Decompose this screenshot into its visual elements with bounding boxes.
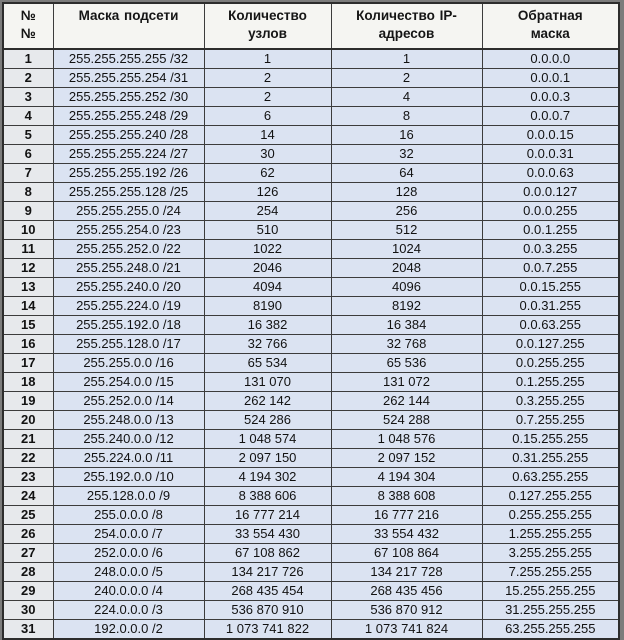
cell-subnet-mask: 255.128.0.0 /9 (53, 487, 204, 506)
cell-wildcard-mask: 0.3.255.255 (482, 392, 619, 411)
cell-host-count: 16 382 (204, 316, 331, 335)
cell-wildcard-mask: 0.1.255.255 (482, 373, 619, 392)
cell-row-number: 28 (3, 563, 53, 582)
cell-wildcard-mask: 0.0.63.255 (482, 316, 619, 335)
cell-row-number: 9 (3, 202, 53, 221)
cell-host-count: 1022 (204, 240, 331, 259)
cell-wildcard-mask: 1.255.255.255 (482, 525, 619, 544)
cell-wildcard-mask: 0.0.0.31 (482, 145, 619, 164)
cell-host-count: 510 (204, 221, 331, 240)
cell-ip-count: 16 (331, 126, 482, 145)
table-row (3, 335, 619, 354)
cell-ip-count: 8 388 608 (331, 487, 482, 506)
cell-host-count: 1 073 741 822 (204, 620, 331, 640)
cell-subnet-mask: 255.255.224.0 /19 (53, 297, 204, 316)
cell-subnet-mask: 248.0.0.0 /5 (53, 563, 204, 582)
cell-host-count: 30 (204, 145, 331, 164)
cell-subnet-mask: 255.255.248.0 /21 (53, 259, 204, 278)
cell-ip-count: 512 (331, 221, 482, 240)
cell-host-count: 1 (204, 49, 331, 69)
cell-row-number: 17 (3, 354, 53, 373)
header-cell-host-count: Количество узлов (204, 3, 331, 49)
cell-ip-count: 262 144 (331, 392, 482, 411)
cell-row-number: 1 (3, 49, 53, 69)
cell-subnet-mask: 255.255.255.128 /25 (53, 183, 204, 202)
cell-ip-count: 16 777 216 (331, 506, 482, 525)
cell-ip-count: 33 554 432 (331, 525, 482, 544)
cell-ip-count: 524 288 (331, 411, 482, 430)
header-cell-wildcard-mask: Обратная маска (482, 3, 619, 49)
cell-host-count: 131 070 (204, 373, 331, 392)
cell-wildcard-mask: 63.255.255.255 (482, 620, 619, 640)
cell-wildcard-mask: 0.0.1.255 (482, 221, 619, 240)
cell-wildcard-mask: 0.0.7.255 (482, 259, 619, 278)
cell-wildcard-mask: 0.15.255.255 (482, 430, 619, 449)
table-row (3, 240, 619, 259)
cell-wildcard-mask: 15.255.255.255 (482, 582, 619, 601)
table-row (3, 259, 619, 278)
cell-wildcard-mask: 0.0.0.15 (482, 126, 619, 145)
cell-row-number: 10 (3, 221, 53, 240)
cell-wildcard-mask: 0.7.255.255 (482, 411, 619, 430)
cell-row-number: 30 (3, 601, 53, 620)
cell-host-count: 2 (204, 69, 331, 88)
cell-wildcard-mask: 3.255.255.255 (482, 544, 619, 563)
cell-ip-count: 8192 (331, 297, 482, 316)
table-row (3, 373, 619, 392)
cell-ip-count: 1 048 576 (331, 430, 482, 449)
header-row (3, 3, 619, 49)
cell-ip-count: 536 870 912 (331, 601, 482, 620)
table-row (3, 392, 619, 411)
cell-row-number: 8 (3, 183, 53, 202)
cell-subnet-mask: 255.255.255.192 /26 (53, 164, 204, 183)
cell-subnet-mask: 255.255.255.252 /30 (53, 88, 204, 107)
cell-host-count: 2 (204, 88, 331, 107)
cell-row-number: 7 (3, 164, 53, 183)
table-row (3, 278, 619, 297)
cell-ip-count: 65 536 (331, 354, 482, 373)
cell-ip-count: 4 (331, 88, 482, 107)
cell-row-number: 29 (3, 582, 53, 601)
table-row (3, 316, 619, 335)
cell-row-number: 13 (3, 278, 53, 297)
cell-row-number: 16 (3, 335, 53, 354)
table-row (3, 411, 619, 430)
table-row (3, 487, 619, 506)
cell-host-count: 16 777 214 (204, 506, 331, 525)
table-row (3, 297, 619, 316)
cell-host-count: 32 766 (204, 335, 331, 354)
cell-ip-count: 32 768 (331, 335, 482, 354)
table-row (3, 506, 619, 525)
cell-subnet-mask: 255.255.254.0 /23 (53, 221, 204, 240)
cell-wildcard-mask: 0.0.0.1 (482, 69, 619, 88)
cell-ip-count: 16 384 (331, 316, 482, 335)
table-row (3, 183, 619, 202)
cell-subnet-mask: 255.254.0.0 /15 (53, 373, 204, 392)
table-row (3, 544, 619, 563)
cell-wildcard-mask: 7.255.255.255 (482, 563, 619, 582)
cell-host-count: 6 (204, 107, 331, 126)
cell-wildcard-mask: 0.127.255.255 (482, 487, 619, 506)
cell-subnet-mask: 255.255.255.248 /29 (53, 107, 204, 126)
cell-subnet-mask: 255.255.255.224 /27 (53, 145, 204, 164)
cell-subnet-mask: 254.0.0.0 /7 (53, 525, 204, 544)
subnet-mask-table (2, 2, 620, 640)
table-row (3, 468, 619, 487)
cell-subnet-mask: 255.255.192.0 /18 (53, 316, 204, 335)
cell-row-number: 21 (3, 430, 53, 449)
cell-ip-count: 1 (331, 49, 482, 69)
cell-subnet-mask: 255.224.0.0 /11 (53, 449, 204, 468)
cell-subnet-mask: 224.0.0.0 /3 (53, 601, 204, 620)
table-row (3, 354, 619, 373)
cell-subnet-mask: 255.255.0.0 /16 (53, 354, 204, 373)
cell-wildcard-mask: 0.0.3.255 (482, 240, 619, 259)
cell-host-count: 4094 (204, 278, 331, 297)
cell-row-number: 15 (3, 316, 53, 335)
cell-host-count: 14 (204, 126, 331, 145)
cell-wildcard-mask: 0.31.255.255 (482, 449, 619, 468)
cell-ip-count: 1024 (331, 240, 482, 259)
cell-wildcard-mask: 0.255.255.255 (482, 506, 619, 525)
cell-host-count: 62 (204, 164, 331, 183)
cell-subnet-mask: 255.255.252.0 /22 (53, 240, 204, 259)
cell-host-count: 2 097 150 (204, 449, 331, 468)
cell-subnet-mask: 255.255.255.255 /32 (53, 49, 204, 69)
cell-host-count: 1 048 574 (204, 430, 331, 449)
cell-ip-count: 64 (331, 164, 482, 183)
cell-row-number: 20 (3, 411, 53, 430)
cell-row-number: 2 (3, 69, 53, 88)
table-row (3, 49, 619, 69)
cell-row-number: 3 (3, 88, 53, 107)
cell-wildcard-mask: 0.63.255.255 (482, 468, 619, 487)
cell-subnet-mask: 255.248.0.0 /13 (53, 411, 204, 430)
cell-ip-count: 131 072 (331, 373, 482, 392)
cell-wildcard-mask: 0.0.0.63 (482, 164, 619, 183)
cell-row-number: 24 (3, 487, 53, 506)
cell-wildcard-mask: 0.0.31.255 (482, 297, 619, 316)
cell-row-number: 5 (3, 126, 53, 145)
cell-subnet-mask: 252.0.0.0 /6 (53, 544, 204, 563)
cell-row-number: 12 (3, 259, 53, 278)
cell-host-count: 33 554 430 (204, 525, 331, 544)
table-header (3, 3, 619, 49)
cell-ip-count: 4 194 304 (331, 468, 482, 487)
table-row (3, 164, 619, 183)
cell-host-count: 268 435 454 (204, 582, 331, 601)
table-row (3, 449, 619, 468)
cell-row-number: 25 (3, 506, 53, 525)
header-cell-ip-count: Количество IP-адресов (331, 3, 482, 49)
cell-host-count: 536 870 910 (204, 601, 331, 620)
table-row (3, 563, 619, 582)
cell-ip-count: 8 (331, 107, 482, 126)
cell-wildcard-mask: 0.0.255.255 (482, 354, 619, 373)
cell-subnet-mask: 255.255.240.0 /20 (53, 278, 204, 297)
cell-wildcard-mask: 0.0.0.127 (482, 183, 619, 202)
table-row (3, 430, 619, 449)
cell-host-count: 126 (204, 183, 331, 202)
cell-row-number: 31 (3, 620, 53, 640)
cell-row-number: 6 (3, 145, 53, 164)
header-cell-number: №№ (3, 3, 53, 49)
cell-ip-count: 32 (331, 145, 482, 164)
table-row (3, 202, 619, 221)
cell-row-number: 22 (3, 449, 53, 468)
cell-row-number: 11 (3, 240, 53, 259)
cell-row-number: 4 (3, 107, 53, 126)
cell-row-number: 14 (3, 297, 53, 316)
cell-subnet-mask: 255.255.255.240 /28 (53, 126, 204, 145)
cell-ip-count: 4096 (331, 278, 482, 297)
cell-subnet-mask: 255.255.255.254 /31 (53, 69, 204, 88)
cell-host-count: 254 (204, 202, 331, 221)
table-body (3, 49, 619, 639)
cell-host-count: 524 286 (204, 411, 331, 430)
cell-ip-count: 268 435 456 (331, 582, 482, 601)
cell-row-number: 18 (3, 373, 53, 392)
table-row (3, 126, 619, 145)
cell-host-count: 134 217 726 (204, 563, 331, 582)
cell-ip-count: 134 217 728 (331, 563, 482, 582)
cell-ip-count: 67 108 864 (331, 544, 482, 563)
cell-host-count: 8 388 606 (204, 487, 331, 506)
cell-wildcard-mask: 0.0.0.255 (482, 202, 619, 221)
cell-wildcard-mask: 0.0.127.255 (482, 335, 619, 354)
cell-subnet-mask: 240.0.0.0 /4 (53, 582, 204, 601)
cell-wildcard-mask: 0.0.15.255 (482, 278, 619, 297)
cell-subnet-mask: 255.0.0.0 /8 (53, 506, 204, 525)
cell-subnet-mask: 192.0.0.0 /2 (53, 620, 204, 640)
cell-subnet-mask: 255.240.0.0 /12 (53, 430, 204, 449)
cell-row-number: 23 (3, 468, 53, 487)
cell-wildcard-mask: 0.0.0.3 (482, 88, 619, 107)
cell-row-number: 19 (3, 392, 53, 411)
cell-subnet-mask: 255.255.255.0 /24 (53, 202, 204, 221)
cell-wildcard-mask: 0.0.0.7 (482, 107, 619, 126)
header-cell-subnet-mask: Маска подсети (53, 3, 204, 49)
table-row (3, 601, 619, 620)
cell-ip-count: 2 (331, 69, 482, 88)
cell-subnet-mask: 255.192.0.0 /10 (53, 468, 204, 487)
cell-wildcard-mask: 0.0.0.0 (482, 49, 619, 69)
cell-ip-count: 256 (331, 202, 482, 221)
cell-host-count: 2046 (204, 259, 331, 278)
table-row (3, 620, 619, 640)
cell-row-number: 26 (3, 525, 53, 544)
table-row (3, 582, 619, 601)
cell-host-count: 65 534 (204, 354, 331, 373)
table-row (3, 221, 619, 240)
cell-host-count: 67 108 862 (204, 544, 331, 563)
cell-ip-count: 1 073 741 824 (331, 620, 482, 640)
table-row (3, 525, 619, 544)
cell-ip-count: 2048 (331, 259, 482, 278)
cell-ip-count: 2 097 152 (331, 449, 482, 468)
table-row (3, 69, 619, 88)
cell-subnet-mask: 255.252.0.0 /14 (53, 392, 204, 411)
cell-ip-count: 128 (331, 183, 482, 202)
cell-subnet-mask: 255.255.128.0 /17 (53, 335, 204, 354)
table-row (3, 145, 619, 164)
cell-host-count: 4 194 302 (204, 468, 331, 487)
cell-wildcard-mask: 31.255.255.255 (482, 601, 619, 620)
cell-host-count: 8190 (204, 297, 331, 316)
cell-row-number: 27 (3, 544, 53, 563)
table-row (3, 88, 619, 107)
cell-host-count: 262 142 (204, 392, 331, 411)
table-row (3, 107, 619, 126)
